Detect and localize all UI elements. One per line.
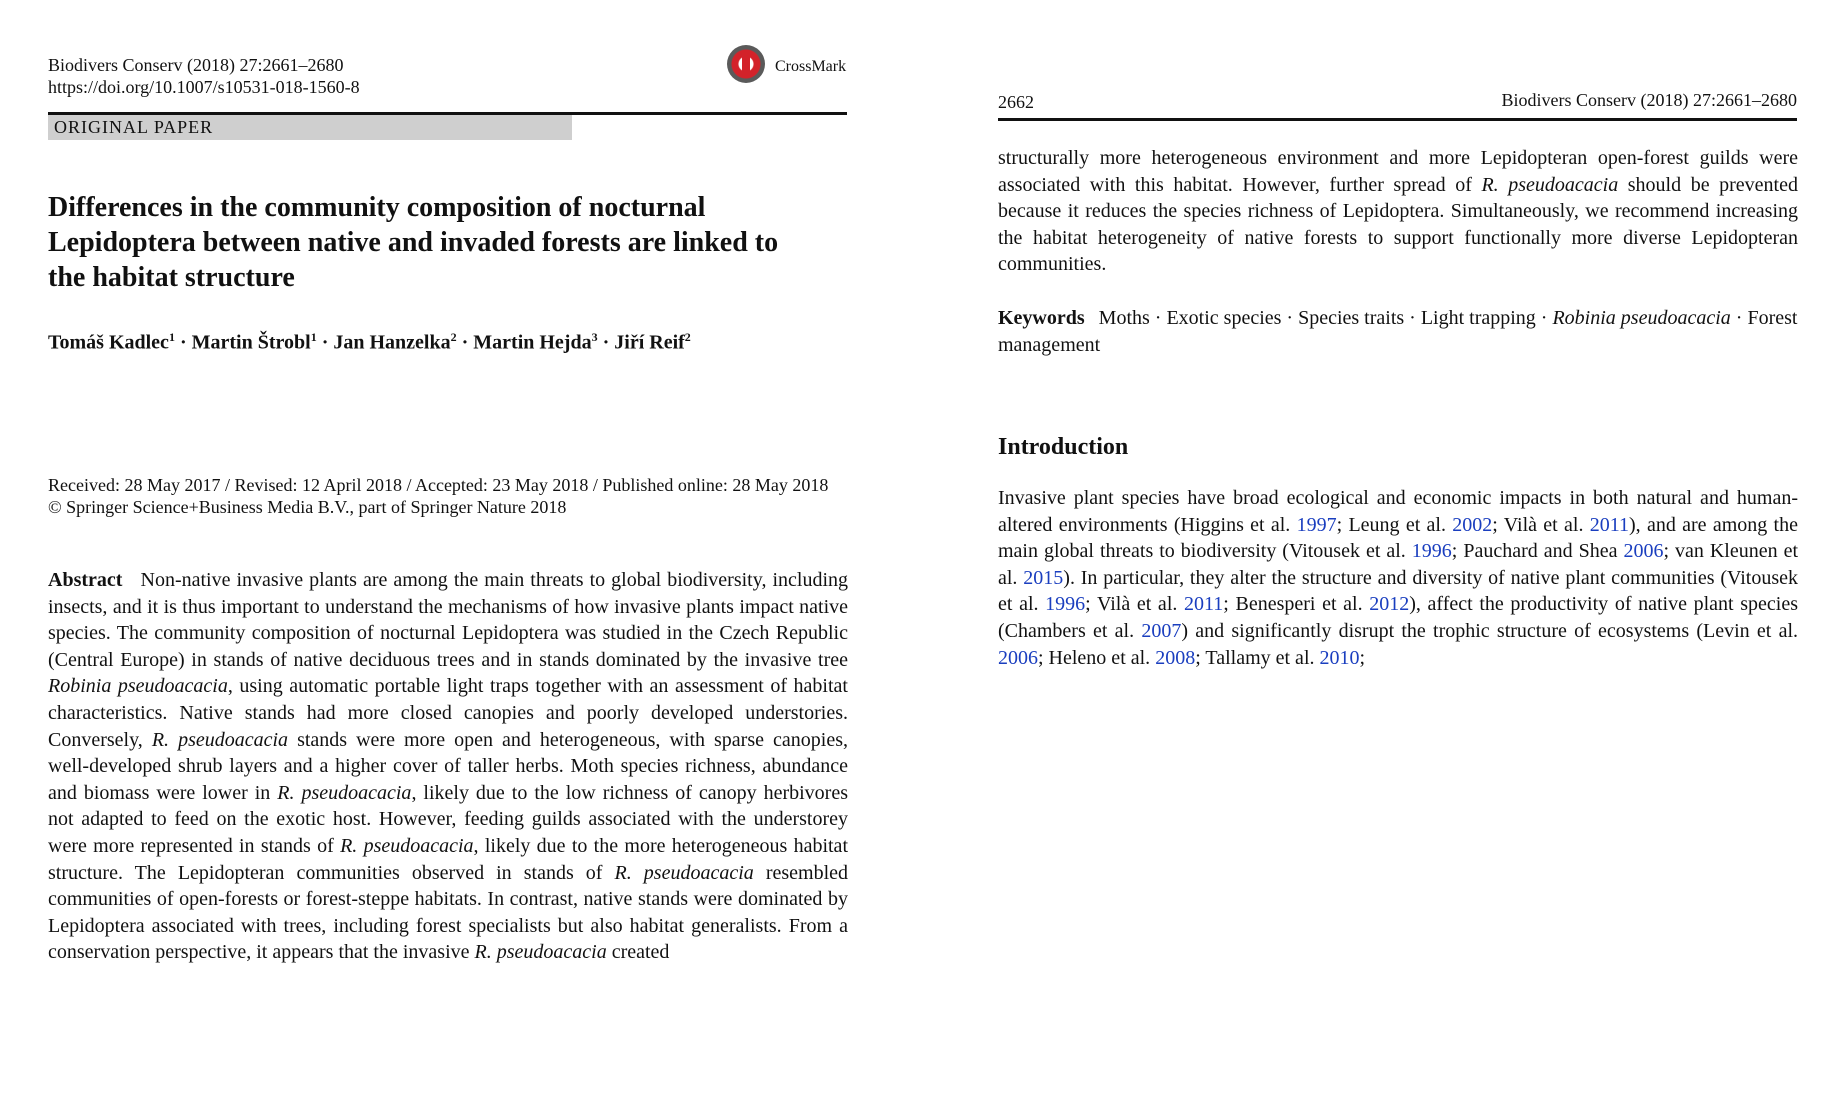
text-run: ). In particular, they alter the structure and diversity of native plant communities (Vitousek et al. bbox=[998, 566, 1799, 616]
text-run: ), affect the productivity of native plant species (Chambers et al. bbox=[998, 593, 1799, 642]
doi-link[interactable]: https://doi.org/10.1007/s10531-018-1560-8 bbox=[48, 77, 360, 97]
section-heading-introduction: Introduction bbox=[998, 434, 1129, 460]
text-run: , likely due to the more heterogeneous habitat structure. The Lepidopteran communities observed in stands of bbox=[48, 834, 848, 884]
author-affiliation: 2 bbox=[684, 330, 691, 344]
author-separator: · bbox=[174, 331, 192, 354]
italic-species-name: R. pseudoacacia bbox=[151, 728, 289, 751]
dates-line: Received: 28 May 2017 / Revised: 12 April 2018 / Accepted: 23 May 2018 / Published online: 28 May 2018 bbox=[48, 475, 829, 495]
text-run: structurally more heterogeneous environment and more Lepidopteran open-forest guilds were associated with this habitat. However, further spread of bbox=[998, 147, 1798, 196]
abstract-body bbox=[48, 569, 848, 963]
author-list bbox=[48, 330, 691, 355]
author-separator: · bbox=[597, 331, 615, 354]
italic-species-name: R. pseudoacacia bbox=[614, 861, 754, 884]
text-run: ; Leung et al. bbox=[1336, 513, 1453, 536]
italic-species-name: Robinia pseudoacacia bbox=[1552, 307, 1731, 329]
citation-link[interactable]: 2010 bbox=[1319, 646, 1360, 669]
abstract-label: Abstract bbox=[48, 569, 123, 591]
author-name[interactable]: Jan Hanzelka bbox=[333, 331, 451, 354]
citation-link[interactable]: 2006 bbox=[1623, 540, 1664, 563]
text-run: should be prevented because it reduces the species richness of Lepidoptera. Simultaneously, we recommend increasing the habitat heterogeneity of native forests to support functionally more diverse Lepidopteran communities. bbox=[998, 173, 1798, 276]
author-affiliation: 3 bbox=[591, 330, 598, 344]
italic-species-name: Robinia pseudoacacia bbox=[48, 675, 228, 698]
citation-link[interactable]: 2008 bbox=[1155, 646, 1196, 669]
crossmark-badge[interactable] bbox=[727, 44, 851, 94]
citation-link[interactable]: 2012 bbox=[1369, 593, 1410, 616]
italic-species-name: R. pseudoacacia bbox=[340, 834, 474, 857]
keywords-label: Keywords bbox=[998, 307, 1085, 329]
paper-type-badge: ORIGINAL PAPER bbox=[48, 115, 572, 140]
text-run: , likely due to the low richness of canopy herbivores not adapted to feed on the exotic host. However, feeding guilds associated with the understorey were more represented in stands of bbox=[48, 781, 849, 857]
keywords bbox=[998, 305, 1798, 358]
text-run: ; Vilà et al. bbox=[1492, 513, 1590, 536]
author-separator: · bbox=[456, 331, 474, 354]
italic-species-name: R. pseudoacacia bbox=[474, 941, 607, 964]
text-run: ) and significantly disrupt the trophic structure of ecosystems (Levin et al. bbox=[1181, 619, 1799, 642]
citation-link[interactable]: 2002 bbox=[1452, 513, 1493, 536]
keywords-list bbox=[998, 307, 1797, 356]
crossmark-icon bbox=[727, 45, 765, 83]
author-affiliation: 2 bbox=[450, 330, 457, 344]
author-separator: · bbox=[316, 331, 334, 354]
copyright-line: © Springer Science+Business Media B.V., part of Springer Nature 2018 bbox=[48, 497, 567, 517]
abstract bbox=[48, 567, 848, 966]
text-run: · Forest management bbox=[998, 307, 1798, 356]
citation-link[interactable]: 2015 bbox=[1023, 566, 1064, 589]
page-right bbox=[948, 0, 1832, 1098]
publication-dates bbox=[48, 474, 848, 518]
citation-link[interactable]: 2006 bbox=[998, 646, 1038, 669]
page-left bbox=[0, 0, 880, 1098]
abstract-continued bbox=[998, 145, 1798, 278]
text-run: ; van Kleunen et al. bbox=[998, 540, 1798, 589]
author-name[interactable]: Martin Štrobl bbox=[191, 331, 311, 354]
crossmark-label: CrossMark bbox=[775, 58, 847, 75]
text-run: Invasive plant species have broad ecological and economic impacts in both natural and human-altered environments (Higgins et al. bbox=[998, 487, 1798, 536]
author-affiliation: 1 bbox=[168, 330, 175, 344]
citation-link[interactable]: 2011 bbox=[1589, 513, 1630, 536]
citation-link[interactable]: 1996 bbox=[1045, 593, 1086, 616]
text-run: ; Heleno et al. bbox=[1038, 646, 1156, 669]
citation-link[interactable]: 2011 bbox=[1184, 593, 1224, 616]
running-header: Biodivers Conserv (2018) 27:2661–2680 bbox=[1501, 90, 1797, 110]
text-run: ; bbox=[1359, 646, 1366, 669]
text-run: ), and are among the main global threats to biodiversity (Vitousek et al. bbox=[998, 513, 1798, 563]
italic-species-name: R. pseudoacacia bbox=[1481, 173, 1619, 196]
author-name[interactable]: Tomáš Kadlec bbox=[48, 331, 169, 354]
text-run: stands were more open and heterogeneous, with sparse canopies, well-developed shrub layers and a higher cover of taller herbs. Moth species richness, abundance and biomass were lower in bbox=[48, 728, 848, 804]
header-rule bbox=[998, 118, 1797, 121]
author-name[interactable]: Jiří Reif bbox=[614, 331, 685, 354]
italic-species-name: R. pseudoacacia bbox=[277, 781, 412, 804]
text-run: ; Tallamy et al. bbox=[1195, 646, 1320, 669]
page-number: 2662 bbox=[998, 92, 1034, 112]
text-run: Moths · Exotic species · Species traits · Light trapping · bbox=[1098, 307, 1553, 329]
introduction-paragraph bbox=[998, 485, 1798, 671]
author-name[interactable]: Martin Hejda bbox=[473, 331, 592, 354]
journal-citation: Biodivers Conserv (2018) 27:2661–2680 bbox=[48, 55, 344, 75]
text-run: created bbox=[606, 941, 670, 964]
text-run: , using automatic portable light traps together with an assessment of habitat characteristics. Native stands had more closed canopies and poorly developed understories. Conversely, bbox=[48, 675, 848, 751]
text-run: Non-native invasive plants are among the main threats to global biodiversity, including insects, and it is thus important to understand the mechanisms of how invasive plants impact native species. The community composition of nocturnal Lepidoptera was studied in the Czech Republic (Central Europe) in stands of native deciduous trees and in stands dominated by the invasive tree bbox=[48, 569, 849, 671]
text-run: ; Vilà et al. bbox=[1085, 593, 1185, 616]
text-run: resembled communities of open-forests or forest-steppe habitats. In contrast, native stands were dominated by Lepidoptera associated with trees, including forest specialists but also habitat generalists. From a conservation perspective, it appears that the invasive bbox=[48, 861, 849, 964]
text-run: ; Pauchard and Shea bbox=[1451, 540, 1624, 563]
paper-title: Differences in the community composition of nocturnal Lepidoptera between native and invaded forests are linked to the habitat structure bbox=[48, 192, 779, 293]
citation-link[interactable]: 1996 bbox=[1411, 540, 1452, 563]
author-affiliation: 1 bbox=[310, 330, 317, 344]
text-run: ; Benesperi et al. bbox=[1223, 593, 1370, 616]
citation-link[interactable]: 2007 bbox=[1141, 619, 1182, 642]
citation-link[interactable]: 1997 bbox=[1296, 513, 1337, 536]
